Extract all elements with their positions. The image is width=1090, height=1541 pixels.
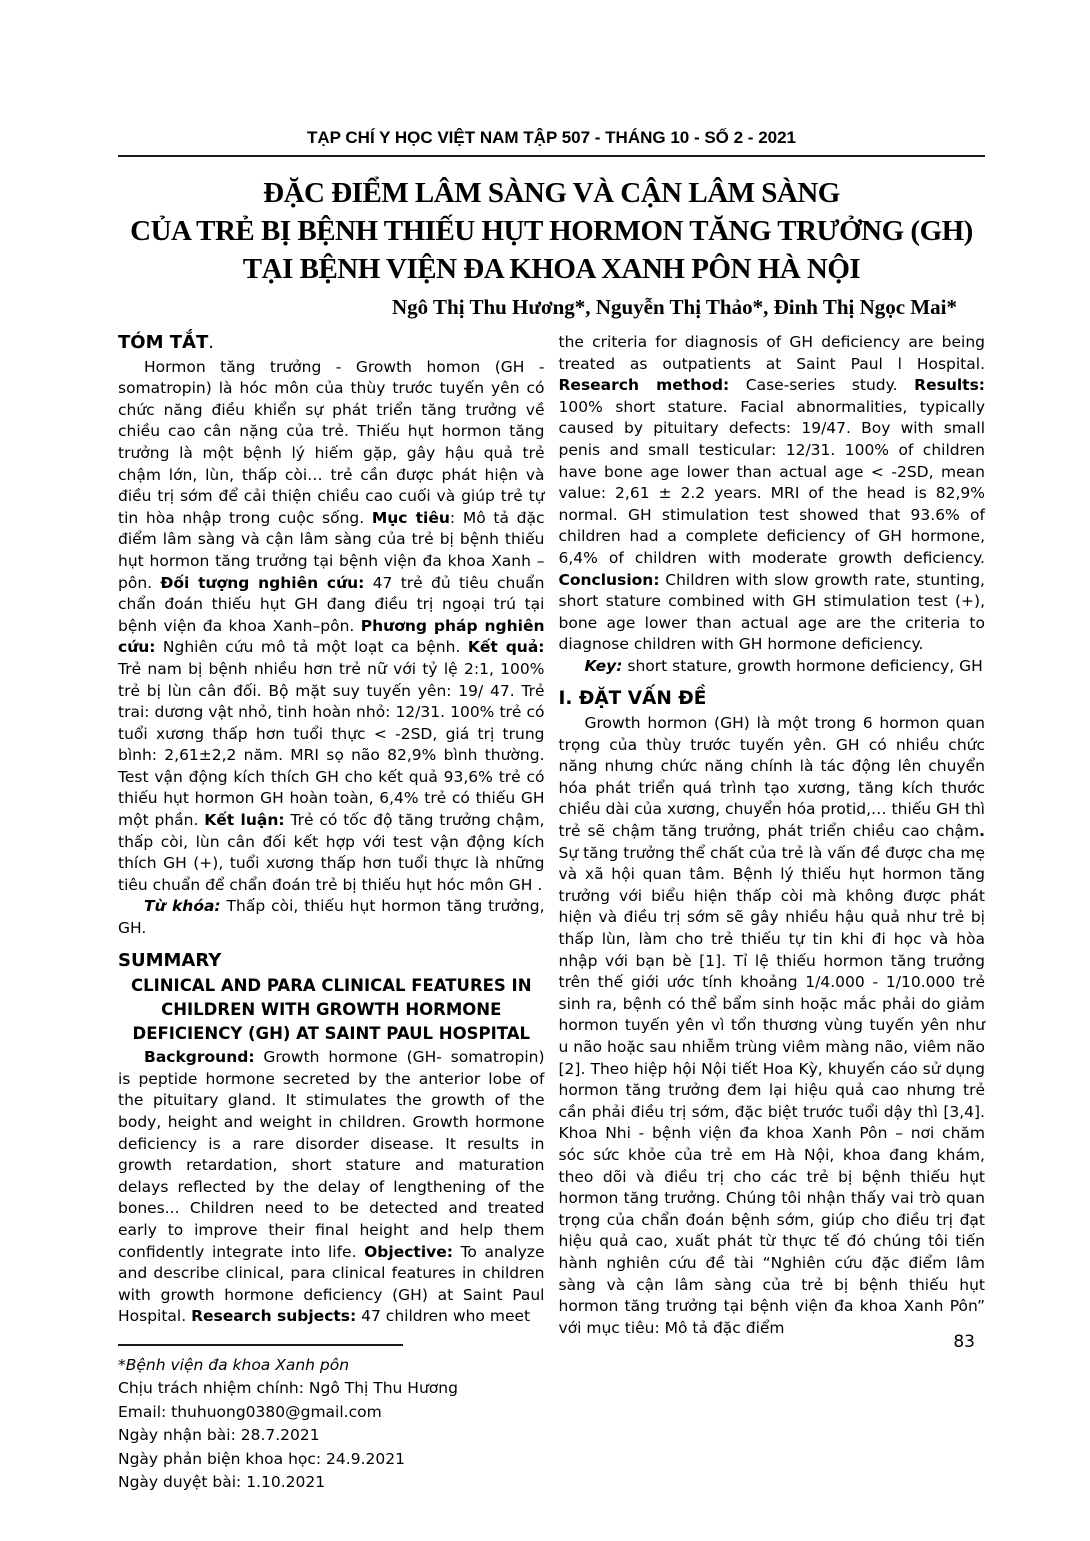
- title-line: TẠI BỆNH VIỆN ĐA KHOA XANH PÔN HÀ NỘI: [242, 253, 861, 285]
- footnote: [118, 1344, 545, 1495]
- two-column-layout: [118, 332, 985, 1495]
- abstract-paragraph: Hormon tăng trưởng - Growth homon (GH - somatropin) là hóc môn của thùy trước tuyến yên có chức năng điều khiển sự phát triển tăng trưởng về chiều cao cân nặng của trẻ. Thiếu hụt hormon tăng trưởng là một bệnh lý hiếm gặp, gây hậu quả trẻ chậm lớn, lùn, thấp còi… trẻ cần được phát hiện và điều trị sớm để cải thiện chiều cao cuối và giúp trẻ tự tin hòa nhập trong cuộc sống. Mục tiêu: Mô tả đặc điểm lâm sàng và cận lâm sàng của trẻ bị bệnh thiếu hụt hormon tăng trưởng tại bệnh viện đa khoa Xanh – pôn. Đối tượng nghiên cứu: 47 trẻ đủ tiêu chuẩn chẩn đoán thiếu hụt GH đang điều trị ngoại trú tại bệnh viện đa khoa Xanh–pôn. Phương pháp nghiên cứu: Nghiên cứu mô tả một loạt ca bệnh. Kết quả: Trẻ nam bị bệnh nhiều hơn trẻ nữ với tỷ lệ 2:1, 100% trẻ bị lùn cân đối. Bộ mặt suy tuyến yên: 19/ 47. Trẻ trai: dương vật nhỏ, tinh hoàn nhỏ: 12/31. 100% trẻ có tuổi xương thấp hơn tuổi thực < -2SD, giá trị trung bình: 2,61±2,2 năm. MRI sọ não 82,9% bình thường. Test vận động kích thích GH cho kết quả 93,6% trẻ có thiếu hụt hormon GH hoàn toàn, 6,4% trẻ có thiếu GH một phần. Kết luận: Trẻ có tốc độ tăng trưởng chậm, thấp còi, lùn cân đối kết hợp với test vận động kích thích GH (+), tuổi xương thấp hơn tuổi thực là những tiêu chuẩn để chẩn đoán trẻ bị thiếu hụt hóc môn GH .: [118, 357, 545, 894]
- footnote-divider: [118, 1344, 403, 1346]
- summary-subtitle: CLINICAL AND PARA CLINICAL FEATURES IN CHILDREN WITH GROWTH HORMONE DEFICIENCY (GH) AT SAINT PAUL HOSPITAL: [130, 976, 532, 1044]
- footnote-line: Chịu trách nhiệm chính: Ngô Thị Thu Hương: [118, 1379, 458, 1398]
- footnote-line: Ngày phản biện khoa học: 24.9.2021: [118, 1449, 405, 1468]
- abstract-heading: TÓM TẮT.: [118, 332, 214, 353]
- left-column: [118, 332, 545, 1495]
- journal-header: TẠP CHÍ Y HỌC VIỆT NAM TẬP 507 - THÁNG 10 - SỐ 2 - 2021: [118, 128, 985, 157]
- title-line: ĐẶC ĐIỂM LÂM SÀNG VÀ CẬN LÂM SÀNG: [263, 177, 840, 209]
- section-1-heading: I. ĐẶT VẤN ĐỀ: [558, 687, 707, 709]
- title-line: CỦA TRẺ BỊ BỆNH THIẾU HỤT HORMON TĂNG TRƯỞNG (GH): [130, 215, 973, 247]
- key-line: Key: short stature, growth hormone deficiency, GH: [584, 656, 983, 675]
- footnote-line: Ngày nhận bài: 28.7.2021: [118, 1426, 320, 1445]
- introduction-paragraph: Growth hormon (GH) là một trong 6 hormon quan trọng của thùy trước tuyến yên. GH có nhiều chức năng nhưng chức năng chính là tác động lên chuyển hóa phát triển quá trình tạo xương, tăng kích thước chiều dài của xương, chuyển hóa protid,… thiếu GH thì trẻ sẽ chậm tăng trưởng, phát triển chiều cao chậm. Sự tăng trưởng thể chất của trẻ là vấn đề được cha mẹ và xã hội quan tâm. Bệnh lý thiếu hụt hormon tăng trưởng với biểu hiện thấp còi mà không được phát hiện và điều trị sớm sẽ gây nhiều hậu quả như trẻ bị thấp lùn, làm cho trẻ thiếu tự tin khi đi học và hòa nhập với bạn bè [1]. Tỉ lệ thiếu hormon tăng trưởng trên thế giới ước tính khoảng 1/4.000 - 1/10.000 trẻ sinh ra, bệnh có thể bẩm sinh hoặc mắc phải do giảm hormon tuyến yên vì tổn thương vùng tuyến yên như u não hoặc sau nhiễm trùng viêm màng não, viêm não [2]. Theo hiệp hội Nội tiết Hoa Kỳ, khuyến cáo sử dụng hormon tăng trưởng đem lại hiệu quả cao nhưng trẻ cần phải điều trị sớm, đặc biệt trước tuổi dậy thì [3,4]. Khoa Nhi - bệnh viện đa khoa Xanh Pôn – nơi chăm sóc sức khỏe của trẻ em Hà Nội, khoa đang khám, theo dõi và điều trị cho các trẻ bị bệnh thiếu hụt hormon tăng trưởng. Chúng tôi nhận thấy vai trò quan trọng của chẩn đoán bệnh sớm, giúp cho điều trị đạt hiệu quả cao, xuất phát từ thực tế đó chúng tôi tiến hành nghiên cứu đề tài “Nghiên cứu đặc điểm lâm sàng và cận lâm sàng của trẻ bị bệnh thiếu hụt hormon tăng trưởng tại bệnh viện đa khoa Xanh Pôn” với mục tiêu: Mô tả đặc điểm: [558, 714, 985, 1337]
- authors-line: Ngô Thị Thu Hương*, Nguyễn Thị Thảo*, Đinh Thị Ngọc Mai*: [392, 295, 957, 319]
- footnote-line: Ngày duyệt bài: 1.10.2021: [118, 1473, 326, 1492]
- page-number: 83: [953, 1332, 975, 1352]
- summary-continued-paragraph: the criteria for diagnosis of GH deficiency are being treated as outpatients at Saint Paul l Hospital. Research method: Case-series study. Results: 100% short stature. Facial abnormalities, typically caused by pituitary defects: 19/47. Boy with small penis and small testicular: 12/31. 100% of children have bone age lower than actual age < -2SD, mean value: 2,61 ± 2.2 years. MRI of the head is 82,9% normal. GH stimulation test showed that 93.6% of children had a complete deficiency of GH hormone, 6,4% of children with moderate growth deficiency. Conclusion: Children with slow growth rate, stunting, short stature combined with GH stimulation test (+), bone age lower than actual age are the criteria to diagnose children with GH hormone deficiency.: [558, 333, 985, 654]
- summary-heading: SUMMARY: [118, 949, 222, 971]
- affiliation-note: *Bệnh viện đa khoa Xanh pôn: [118, 1355, 350, 1374]
- keywords-line: Từ khóa: Thấp còi, thiếu hụt hormon tăng trưởng, GH.: [118, 897, 545, 938]
- article-title: [118, 174, 985, 288]
- summary-paragraph: Background: Growth hormone (GH- somatropin) is peptide hormone secreted by the anterior lobe of the pituitary gland. It stimulates the growth of the body, height and weight in children. Growth hormone deficiency is a rare disorder disease. It results in growth retardation, short stature and maturation delays reflected by the delay of lengthening of the bones... Children need to be detected and treated early to improve their final height and help them confidently integrate into life. Objective: To analyze and describe clinical, para clinical features in children with growth hormone deficiency (GH) at Saint Paul Hospital. Research subjects: 47 children who meet: [118, 1048, 545, 1326]
- footnote-line: Email: thuhuong0380@gmail.com: [118, 1402, 382, 1421]
- right-column: [559, 332, 986, 1495]
